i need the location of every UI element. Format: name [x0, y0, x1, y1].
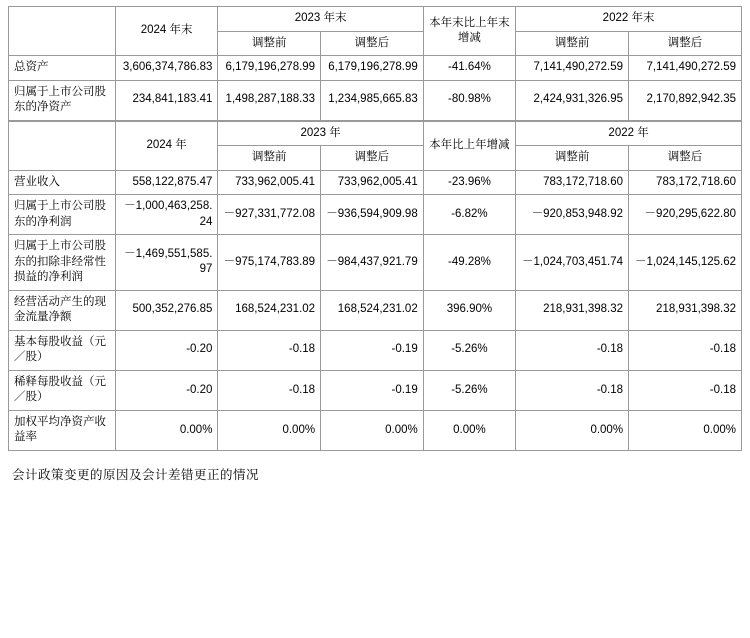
cell-2022-before: －1,024,703,451.74 [516, 235, 629, 291]
table-row [9, 235, 742, 291]
cell-2022-before: -0.18 [516, 370, 629, 410]
header-year-2024: 2024 年 [115, 121, 218, 170]
cell-2023-after: －936,594,909.98 [321, 195, 424, 235]
cell-2023-after: －984,437,921.79 [321, 235, 424, 291]
cell-change: 396.90% [423, 290, 515, 330]
balance-sheet-table [8, 6, 742, 121]
cell-2024: -0.20 [115, 370, 218, 410]
cell-2023-after: -0.19 [321, 330, 424, 370]
cell-2022-after: －920,295,622.80 [629, 195, 742, 235]
table-row [9, 370, 742, 410]
subheader-2023-before: 调整前 [218, 31, 321, 56]
cell-2023-after: 0.00% [321, 410, 424, 450]
header-year-2023: 2023 年 [218, 121, 423, 146]
subheader-2023-before: 调整前 [218, 146, 321, 171]
cell-2023-before: 733,962,005.41 [218, 170, 321, 195]
subheader-2023-after: 调整后 [321, 146, 424, 171]
header-year-2023: 2023 年末 [218, 7, 423, 32]
cell-2022-before: 218,931,398.32 [516, 290, 629, 330]
header-year-2022: 2022 年末 [516, 7, 742, 32]
cell-2023-after: 6,179,196,278.99 [321, 56, 424, 81]
table-row [9, 330, 742, 370]
table-row [9, 195, 742, 235]
cell-2024: 500,352,276.85 [115, 290, 218, 330]
cell-change: 0.00% [423, 410, 515, 450]
table-header-row [9, 7, 742, 32]
row-label: 稀释每股收益（元／股） [9, 370, 116, 410]
cell-2023-before: 0.00% [218, 410, 321, 450]
table-row [9, 170, 742, 195]
row-label: 归属于上市公司股东的净资产 [9, 80, 116, 120]
cell-2023-after: -0.19 [321, 370, 424, 410]
cell-2023-before: 6,179,196,278.99 [218, 56, 321, 81]
cell-2024: 234,841,183.41 [115, 80, 218, 120]
cell-2023-before: -0.18 [218, 370, 321, 410]
cell-2023-before: －927,331,772.08 [218, 195, 321, 235]
cell-change: -80.98% [423, 80, 515, 120]
cell-change: -49.28% [423, 235, 515, 291]
subheader-2022-after: 调整后 [629, 146, 742, 171]
table-row [9, 80, 742, 120]
header-blank-corner [9, 121, 116, 170]
cell-2022-before: 2,424,931,326.95 [516, 80, 629, 120]
row-label: 营业收入 [9, 170, 116, 195]
income-statement-table [8, 121, 742, 451]
row-label: 加权平均净资产收益率 [9, 410, 116, 450]
cell-2024: －1,000,463,258.24 [115, 195, 218, 235]
cell-2022-after: 783,172,718.60 [629, 170, 742, 195]
cell-2022-after: -0.18 [629, 330, 742, 370]
footnote-text: 会计政策变更的原因及会计差错更正的情况 [12, 467, 260, 482]
header-change: 本年比上年增减 [423, 121, 515, 170]
cell-2022-after: －1,024,145,125.62 [629, 235, 742, 291]
table-row [9, 290, 742, 330]
row-label: 总资产 [9, 56, 116, 81]
header-year-2022: 2022 年 [516, 121, 742, 146]
cell-change: -5.26% [423, 370, 515, 410]
cell-2022-before: 0.00% [516, 410, 629, 450]
cell-change: -23.96% [423, 170, 515, 195]
table-row [9, 56, 742, 81]
row-label: 归属于上市公司股东的扣除非经常性损益的净利润 [9, 235, 116, 291]
cell-2024: 3,606,374,786.83 [115, 56, 218, 81]
cell-change: -5.26% [423, 330, 515, 370]
header-blank-corner [9, 7, 116, 56]
cell-2024: 558,122,875.47 [115, 170, 218, 195]
cell-2024: 0.00% [115, 410, 218, 450]
cell-2022-before: -0.18 [516, 330, 629, 370]
cell-2022-before: 783,172,718.60 [516, 170, 629, 195]
subheader-2022-before: 调整前 [516, 146, 629, 171]
row-label: 归属于上市公司股东的净利润 [9, 195, 116, 235]
cell-2023-before: 168,524,231.02 [218, 290, 321, 330]
cell-2022-after: 2,170,892,942.35 [629, 80, 742, 120]
header-year-2024: 2024 年末 [115, 7, 218, 56]
table-header-row [9, 121, 742, 146]
subheader-2022-before: 调整前 [516, 31, 629, 56]
cell-2022-before: －920,853,948.92 [516, 195, 629, 235]
cell-2023-before: -0.18 [218, 330, 321, 370]
cell-2024: －1,469,551,585.97 [115, 235, 218, 291]
cell-2022-after: 7,141,490,272.59 [629, 56, 742, 81]
cell-2023-after: 168,524,231.02 [321, 290, 424, 330]
row-label: 经营活动产生的现金流量净额 [9, 290, 116, 330]
cell-2023-before: 1,498,287,188.33 [218, 80, 321, 120]
row-label: 基本每股收益（元／股） [9, 330, 116, 370]
cell-2022-after: 0.00% [629, 410, 742, 450]
cell-change: -41.64% [423, 56, 515, 81]
cell-2023-after: 733,962,005.41 [321, 170, 424, 195]
cell-2023-after: 1,234,985,665.83 [321, 80, 424, 120]
cell-2022-before: 7,141,490,272.59 [516, 56, 629, 81]
cell-2022-after: -0.18 [629, 370, 742, 410]
cell-2024: -0.20 [115, 330, 218, 370]
table-row [9, 410, 742, 450]
cell-2022-after: 218,931,398.32 [629, 290, 742, 330]
header-change: 本年末比上年末增减 [423, 7, 515, 56]
subheader-2022-after: 调整后 [629, 31, 742, 56]
cell-change: -6.82% [423, 195, 515, 235]
subheader-2023-after: 调整后 [321, 31, 424, 56]
cell-2023-before: －975,174,783.89 [218, 235, 321, 291]
